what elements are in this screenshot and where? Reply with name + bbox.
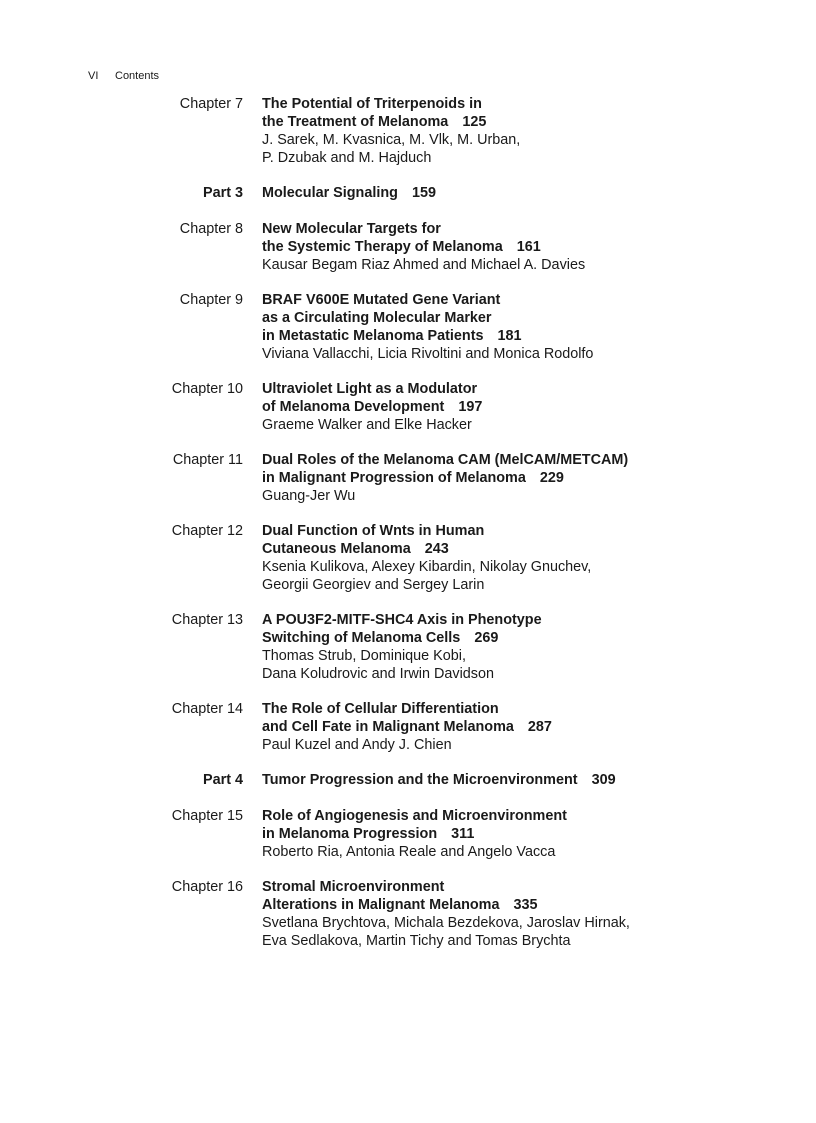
entry-authors-line: Roberto Ria, Antonia Reale and Angelo Vacca bbox=[262, 844, 556, 860]
entry-authors-line: P. Dzubak and M. Hajduch bbox=[262, 150, 432, 166]
part-label: Part 4 bbox=[203, 772, 243, 788]
chapter-label: Chapter 12 bbox=[171, 523, 243, 539]
entry-body bbox=[262, 451, 782, 505]
entry-title-text: Molecular Signaling bbox=[262, 185, 398, 201]
entry-title-text: Dual Function of Wnts in Human bbox=[262, 523, 485, 539]
entry-body bbox=[262, 184, 782, 202]
toc-chapter-entry bbox=[0, 611, 816, 683]
entry-page-number: 181 bbox=[497, 328, 522, 344]
entry-body bbox=[262, 95, 782, 167]
entry-page-number: 287 bbox=[527, 719, 552, 735]
entry-page-number: 197 bbox=[458, 399, 483, 415]
entry-title-line bbox=[262, 113, 782, 131]
toc-chapter-entry bbox=[0, 700, 816, 754]
entry-authors-line: Kausar Begam Riaz Ahmed and Michael A. Davies bbox=[262, 257, 586, 273]
entry-title-text: Switching of Melanoma Cells bbox=[262, 630, 461, 646]
entry-title-text: New Molecular Targets for bbox=[262, 221, 441, 237]
entry-authors-line: Viviana Vallacchi, Licia Rivoltini and Monica Rodolfo bbox=[262, 346, 594, 362]
entry-title-line bbox=[262, 398, 782, 416]
entry-title-line bbox=[262, 451, 782, 469]
entry-body bbox=[262, 807, 782, 861]
chapter-label: Chapter 16 bbox=[171, 879, 243, 895]
entry-authors-line: Georgii Georgiev and Sergey Larin bbox=[262, 577, 485, 593]
entry-authors-line: Eva Sedlakova, Martin Tichy and Tomas Brychta bbox=[262, 933, 571, 949]
entry-title-text: Stromal Microenvironment bbox=[262, 879, 445, 895]
entry-page-number: 243 bbox=[424, 541, 449, 557]
chapter-label: Chapter 8 bbox=[179, 221, 243, 237]
entry-title-line bbox=[262, 291, 782, 309]
entry-page-number: 161 bbox=[516, 239, 541, 255]
entry-title-line bbox=[262, 611, 782, 629]
chapter-label: Chapter 13 bbox=[171, 612, 243, 628]
entry-page-number: 309 bbox=[591, 772, 616, 788]
entry-body bbox=[262, 380, 782, 434]
entry-authors-line: Svetlana Brychtova, Michala Bezdekova, Jaroslav Hirnak, bbox=[262, 915, 630, 931]
entry-title-line bbox=[262, 896, 782, 914]
entry-title-text: Alterations in Malignant Melanoma bbox=[262, 897, 500, 913]
chapter-label: Chapter 11 bbox=[172, 452, 243, 468]
toc-chapter-entry bbox=[0, 451, 816, 505]
toc-part-entry bbox=[0, 184, 816, 202]
entry-title-line bbox=[262, 309, 782, 327]
entry-title-line bbox=[262, 327, 782, 345]
entry-authors-line: Guang-Jer Wu bbox=[262, 488, 356, 504]
entry-authors-line: Paul Kuzel and Andy J. Chien bbox=[262, 737, 452, 753]
chapter-label: Chapter 14 bbox=[171, 701, 243, 717]
entry-title-text: of Melanoma Development bbox=[262, 399, 445, 415]
running-head-section: Contents bbox=[115, 70, 160, 82]
entry-body bbox=[262, 878, 782, 950]
chapter-label: Chapter 10 bbox=[171, 381, 243, 397]
running-head bbox=[88, 69, 159, 83]
entry-title-line bbox=[262, 878, 782, 896]
page-folio: VI bbox=[88, 70, 99, 82]
entry-authors-line: Thomas Strub, Dominique Kobi, bbox=[262, 648, 466, 664]
entry-title-line bbox=[262, 522, 782, 540]
entry-title-text: Ultraviolet Light as a Modulator bbox=[262, 381, 478, 397]
toc-chapter-entry bbox=[0, 291, 816, 363]
chapter-label: Chapter 7 bbox=[179, 96, 243, 112]
toc-chapter-entry bbox=[0, 522, 816, 594]
entry-title-line bbox=[262, 540, 782, 558]
entry-title-line bbox=[262, 629, 782, 647]
entry-title-text: the Systemic Therapy of Melanoma bbox=[262, 239, 503, 255]
toc-chapter-entry bbox=[0, 878, 816, 950]
toc-chapter-entry bbox=[0, 220, 816, 274]
entry-title-text: in Malignant Progression of Melanoma bbox=[262, 470, 526, 486]
entry-page-number: 335 bbox=[513, 897, 538, 913]
entry-title-text: The Potential of Triterpenoids in bbox=[262, 96, 482, 112]
table-of-contents bbox=[0, 95, 816, 967]
entry-page-number: 159 bbox=[411, 185, 436, 201]
entry-page-number: 229 bbox=[539, 470, 564, 486]
entry-title-text: the Treatment of Melanoma bbox=[262, 114, 449, 130]
entry-title-line bbox=[262, 700, 782, 718]
entry-title-text: The Role of Cellular Differentiation bbox=[262, 701, 499, 717]
entry-title-text: BRAF V600E Mutated Gene Variant bbox=[262, 292, 501, 308]
toc-part-entry bbox=[0, 771, 816, 789]
entry-title-line bbox=[262, 718, 782, 736]
entry-title-line bbox=[262, 95, 782, 113]
entry-title-line bbox=[262, 807, 782, 825]
entry-body bbox=[262, 771, 782, 789]
entry-title-text: Tumor Progression and the Microenvironment bbox=[262, 772, 578, 788]
chapter-label: Chapter 15 bbox=[171, 808, 243, 824]
entry-title-text: in Melanoma Progression bbox=[262, 826, 438, 842]
entry-authors-line: J. Sarek, M. Kvasnica, M. Vlk, M. Urban, bbox=[262, 132, 521, 148]
entry-title-line bbox=[262, 380, 782, 398]
entry-title-text: as a Circulating Molecular Marker bbox=[262, 310, 492, 326]
entry-title-text: Dual Roles of the Melanoma CAM (MelCAM/METCAM) bbox=[262, 452, 629, 468]
entry-body bbox=[262, 291, 782, 363]
entry-body bbox=[262, 522, 782, 594]
entry-authors-line: Dana Koludrovic and Irwin Davidson bbox=[262, 666, 494, 682]
part-label: Part 3 bbox=[203, 185, 243, 201]
entry-title-line bbox=[262, 220, 782, 238]
entry-body bbox=[262, 700, 782, 754]
entry-title-text: A POU3F2-MITF-SHC4 Axis in Phenotype bbox=[262, 612, 542, 628]
entry-title-text: and Cell Fate in Malignant Melanoma bbox=[262, 719, 514, 735]
entry-title-line bbox=[262, 184, 782, 202]
entry-title-line bbox=[262, 825, 782, 843]
entry-authors-line: Ksenia Kulikova, Alexey Kibardin, Nikolay Gnuchev, bbox=[262, 559, 592, 575]
entry-title-line bbox=[262, 771, 782, 789]
toc-chapter-entry bbox=[0, 95, 816, 167]
chapter-label: Chapter 9 bbox=[179, 292, 243, 308]
entry-authors-line: Graeme Walker and Elke Hacker bbox=[262, 417, 472, 433]
toc-chapter-entry bbox=[0, 380, 816, 434]
entry-body bbox=[262, 611, 782, 683]
toc-chapter-entry bbox=[0, 807, 816, 861]
entry-title-text: Cutaneous Melanoma bbox=[262, 541, 411, 557]
entry-page-number: 269 bbox=[474, 630, 499, 646]
entry-title-text: in Metastatic Melanoma Patients bbox=[262, 328, 484, 344]
entry-title-text: Role of Angiogenesis and Microenvironment bbox=[262, 808, 567, 824]
entry-page-number: 125 bbox=[462, 114, 487, 130]
entry-body bbox=[262, 220, 782, 274]
entry-page-number: 311 bbox=[451, 826, 475, 842]
entry-title-line bbox=[262, 469, 782, 487]
entry-title-line bbox=[262, 238, 782, 256]
